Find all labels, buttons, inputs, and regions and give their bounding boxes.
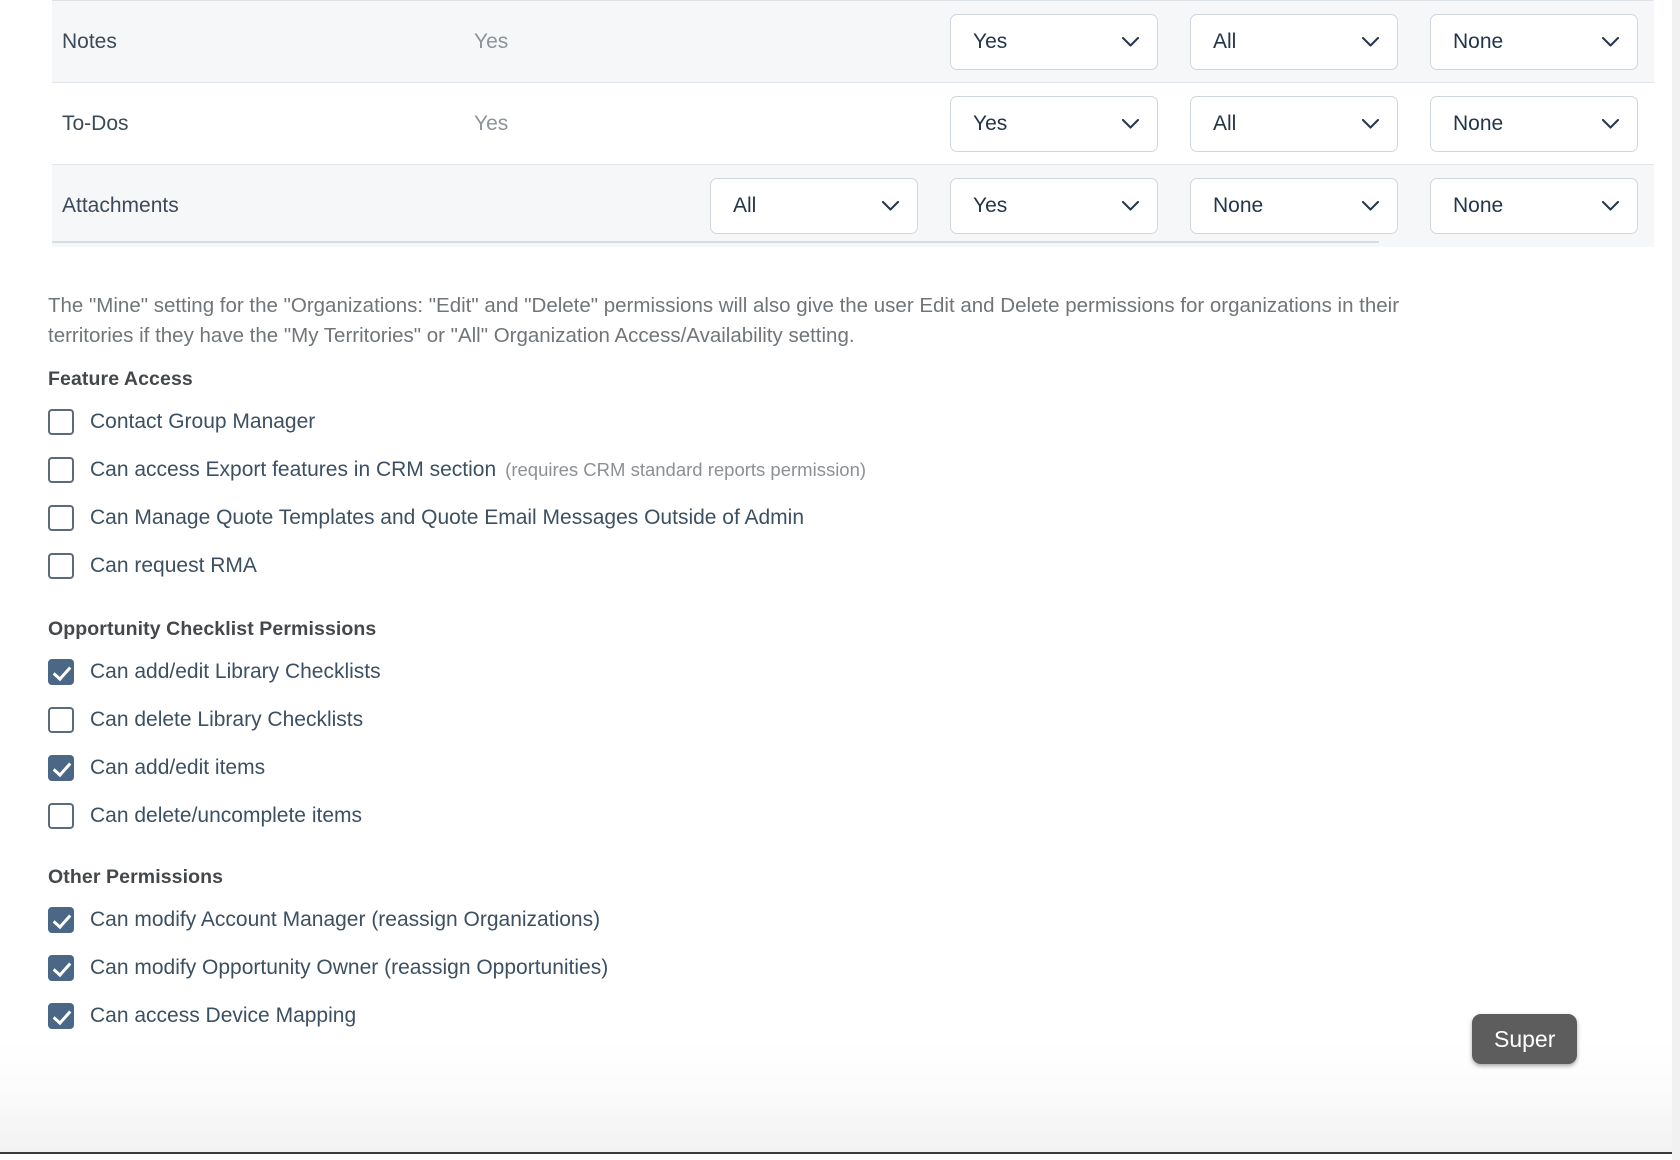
row-module-label-cell: [52, 165, 472, 247]
section-feature-access: [48, 368, 866, 593]
row-select-cell: [1174, 165, 1414, 247]
chevron-down-icon: [1122, 201, 1139, 211]
row-module-label: Attachments: [62, 194, 179, 218]
permission-checkbox-row[interactable]: [48, 747, 381, 789]
table-bottom-divider: [52, 241, 1379, 243]
permission-checkbox-label: Can delete Library Checklists: [90, 708, 364, 731]
checkbox-checked-icon[interactable]: [48, 659, 74, 685]
checkbox-unchecked-icon[interactable]: [48, 803, 74, 829]
table-row: [52, 165, 1654, 247]
chevron-down-icon: [1602, 119, 1619, 129]
permission-select[interactable]: [710, 178, 918, 234]
permission-checkbox-hint: (requires CRM standard reports permission): [505, 459, 867, 480]
permission-checkbox-label: Can access Export features in CRM section: [90, 458, 497, 481]
permission-select[interactable]: [950, 14, 1158, 70]
permission-select[interactable]: [1430, 96, 1638, 152]
checkbox-unchecked-icon[interactable]: [48, 457, 74, 483]
row-module-label: To-Dos: [62, 111, 129, 135]
permission-select-value: All: [1213, 111, 1237, 135]
permission-checkbox-label: Can add/edit Library Checklists: [90, 660, 381, 683]
chevron-down-icon: [882, 201, 899, 211]
permission-checkbox-label: Can add/edit items: [90, 756, 266, 779]
permission-select[interactable]: [1190, 178, 1398, 234]
permission-select-value: All: [1213, 29, 1237, 53]
checkbox-unchecked-icon[interactable]: [48, 707, 74, 733]
permission-checkbox-label: Contact Group Manager: [90, 410, 316, 433]
permission-checkbox-label: Can Manage Quote Templates and Quote Email Messages Outside of Admin: [90, 506, 805, 529]
chevron-down-icon: [1602, 37, 1619, 47]
permission-select[interactable]: [1430, 178, 1638, 234]
chevron-down-icon: [1122, 37, 1139, 47]
row-module-label: Notes: [62, 29, 117, 53]
row-static-value-cell: [472, 83, 694, 165]
checkbox-checked-icon[interactable]: [48, 1003, 74, 1029]
permission-select[interactable]: [950, 96, 1158, 152]
permission-checkbox-row[interactable]: [48, 995, 1279, 1037]
permission-select-value: None: [1453, 193, 1504, 217]
chevron-down-icon: [1602, 201, 1619, 211]
permission-checkbox-row[interactable]: [48, 795, 381, 837]
table-row: [52, 1, 1654, 83]
checkbox-checked-icon[interactable]: [48, 955, 74, 981]
bottom-highlight-band: [0, 1040, 1680, 1152]
row-select-cell: [1414, 83, 1654, 165]
permission-select-value: All: [733, 193, 757, 217]
chevron-down-icon: [1122, 119, 1139, 129]
permission-select-value: None: [1453, 29, 1504, 53]
permissions-table-container: [52, 0, 1504, 247]
permission-select[interactable]: [1190, 96, 1398, 152]
mine-setting-note: The "Mine" setting for the "Organizations: "Edit" and "Delete" permissions will also give the user Edit and Delete permissions for organizations in their territories if they have the "My Territories" or "All" Organization Access/Availability setting.: [48, 293, 1400, 347]
row-select-cell: [694, 83, 934, 165]
permission-checkbox-label: Can delete/uncomplete items: [90, 804, 362, 827]
bottom-page-rule: [0, 1152, 1680, 1160]
permission-select[interactable]: [1430, 14, 1638, 70]
row-select-cell: [1414, 1, 1654, 83]
row-select-cell: [694, 165, 934, 247]
permission-checkbox-row[interactable]: [48, 947, 1279, 989]
permission-checkbox-row[interactable]: [48, 699, 381, 741]
checkbox-unchecked-icon[interactable]: [48, 409, 74, 435]
permissions-table: [52, 0, 1654, 247]
table-row: [52, 83, 1654, 165]
row-static-value-cell: [472, 165, 694, 247]
section-title: Feature Access: [48, 368, 193, 390]
checkbox-checked-icon[interactable]: [48, 907, 74, 933]
section-title: Opportunity Checklist Permissions: [48, 618, 377, 640]
row-static-value: Yes: [474, 111, 509, 135]
permission-checkbox-label: Can request RMA: [90, 554, 257, 577]
permission-select[interactable]: [950, 178, 1158, 234]
tooltip-super: [1472, 1014, 1577, 1064]
checkbox-unchecked-icon[interactable]: [48, 505, 74, 531]
row-select-cell: [934, 1, 1174, 83]
row-select-cell: [1414, 165, 1654, 247]
section-title: Other Permissions: [48, 866, 224, 888]
row-static-value-cell: [472, 1, 694, 83]
permission-checkbox-row[interactable]: [48, 497, 866, 539]
row-select-cell: [934, 83, 1174, 165]
row-select-cell: [1174, 83, 1414, 165]
permission-select-value: Yes: [973, 111, 1008, 135]
permission-checkbox-label: Can modify Opportunity Owner (reassign Opportunities): [90, 956, 609, 979]
row-module-label-cell: [52, 1, 472, 83]
row-static-value: Yes: [474, 29, 509, 53]
permission-checkbox-label: Can modify Account Manager (reassign Organizations): [90, 908, 601, 931]
permission-select[interactable]: [1190, 14, 1398, 70]
permission-checkbox-row[interactable]: [48, 545, 866, 587]
permission-checkbox-row[interactable]: [48, 401, 866, 443]
permission-select-value: Yes: [973, 193, 1008, 217]
chevron-down-icon: [1362, 119, 1379, 129]
checkbox-checked-icon[interactable]: [48, 755, 74, 781]
permission-checkbox-label: Can access Device Mapping: [90, 1004, 357, 1027]
row-select-cell: [1174, 1, 1414, 83]
row-select-cell: [934, 165, 1174, 247]
row-select-cell: [694, 1, 934, 83]
chevron-down-icon: [1362, 201, 1379, 211]
tooltip-label: Super: [1494, 1025, 1556, 1052]
permission-checkbox-row[interactable]: [48, 449, 866, 491]
permission-select-value: Yes: [973, 29, 1008, 53]
row-module-label-cell: [52, 83, 472, 165]
permission-checkbox-row[interactable]: [48, 651, 381, 693]
section-opportunity-checklist-permissions: [48, 618, 381, 843]
checkbox-unchecked-icon[interactable]: [48, 553, 74, 579]
permission-select-value: None: [1453, 111, 1504, 135]
permission-select-value: None: [1213, 193, 1264, 217]
chevron-down-icon: [1362, 37, 1379, 47]
permission-checkbox-row[interactable]: [48, 899, 1279, 941]
right-scrollbar-track[interactable]: [1672, 0, 1680, 1160]
